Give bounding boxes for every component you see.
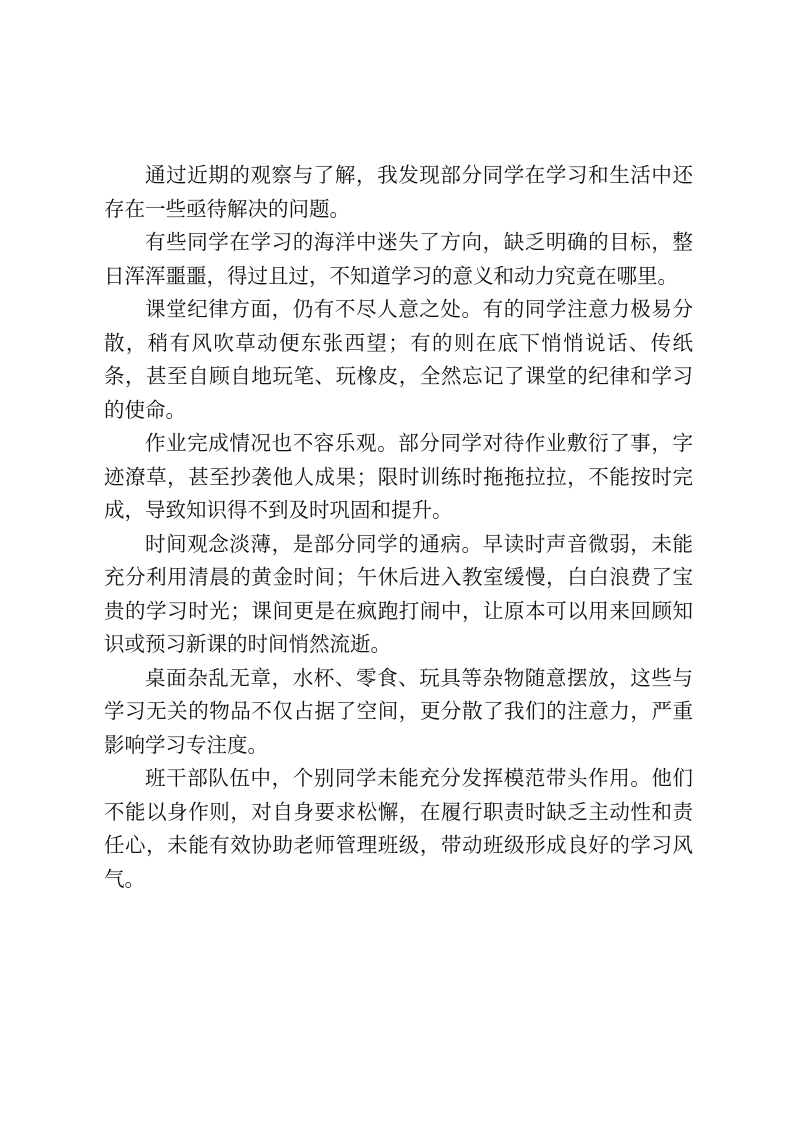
paragraph-3: 课堂纪律方面，仍有不尽人意之处。有的同学注意力极易分散，稍有风吹草动便东张西望；有的则在底下悄悄说话、传纸条，甚至自顾自地玩笔、玩橡皮，全然忘记了课堂的纪律和学习的使命。: [104, 297, 693, 422]
paragraph-6: 桌面杂乱无章，水杯、零食、玩具等杂物随意摆放，这些与学习无关的物品不仅占据了空间，更分散了我们的注意力，严重影响学习专注度。: [104, 665, 693, 757]
paragraph-4: 作业完成情况也不容乐观。部分同学对待作业敷衍了事，字迹潦草，甚至抄袭他人成果；限时训练时拖拖拉拉，不能按时完成，导致知识得不到及时巩固和提升。: [104, 431, 693, 522]
paragraph-5: 时间观念淡薄，是部分同学的通病。早读时声音微弱，未能充分利用清晨的黄金时间；午休后进入教室缓慢，白白浪费了宝贵的学习时光；课间更是在疯跑打闹中，让原本可以用来回顾知识或预习新课的时间悄然流逝。: [104, 531, 693, 656]
paragraph-2: 有些同学在学习的海洋中迷失了方向，缺乏明确的目标，整日浑浑噩噩，得过且过，不知道学习的意义和动力究竟在哪里。: [104, 230, 693, 288]
paragraph-7: 班干部队伍中，个别同学未能充分发挥模范带头作用。他们不能以身作则，对自身要求松懈，在履行职责时缺乏主动性和责任心，未能有效协助老师管理班级，带动班级形成良好的学习风气。: [104, 766, 693, 891]
paragraph-1: 通过近期的观察与了解，我发现部分同学在学习和生活中还存在一些亟待解决的问题。: [104, 163, 693, 221]
document-body: [104, 159, 693, 896]
